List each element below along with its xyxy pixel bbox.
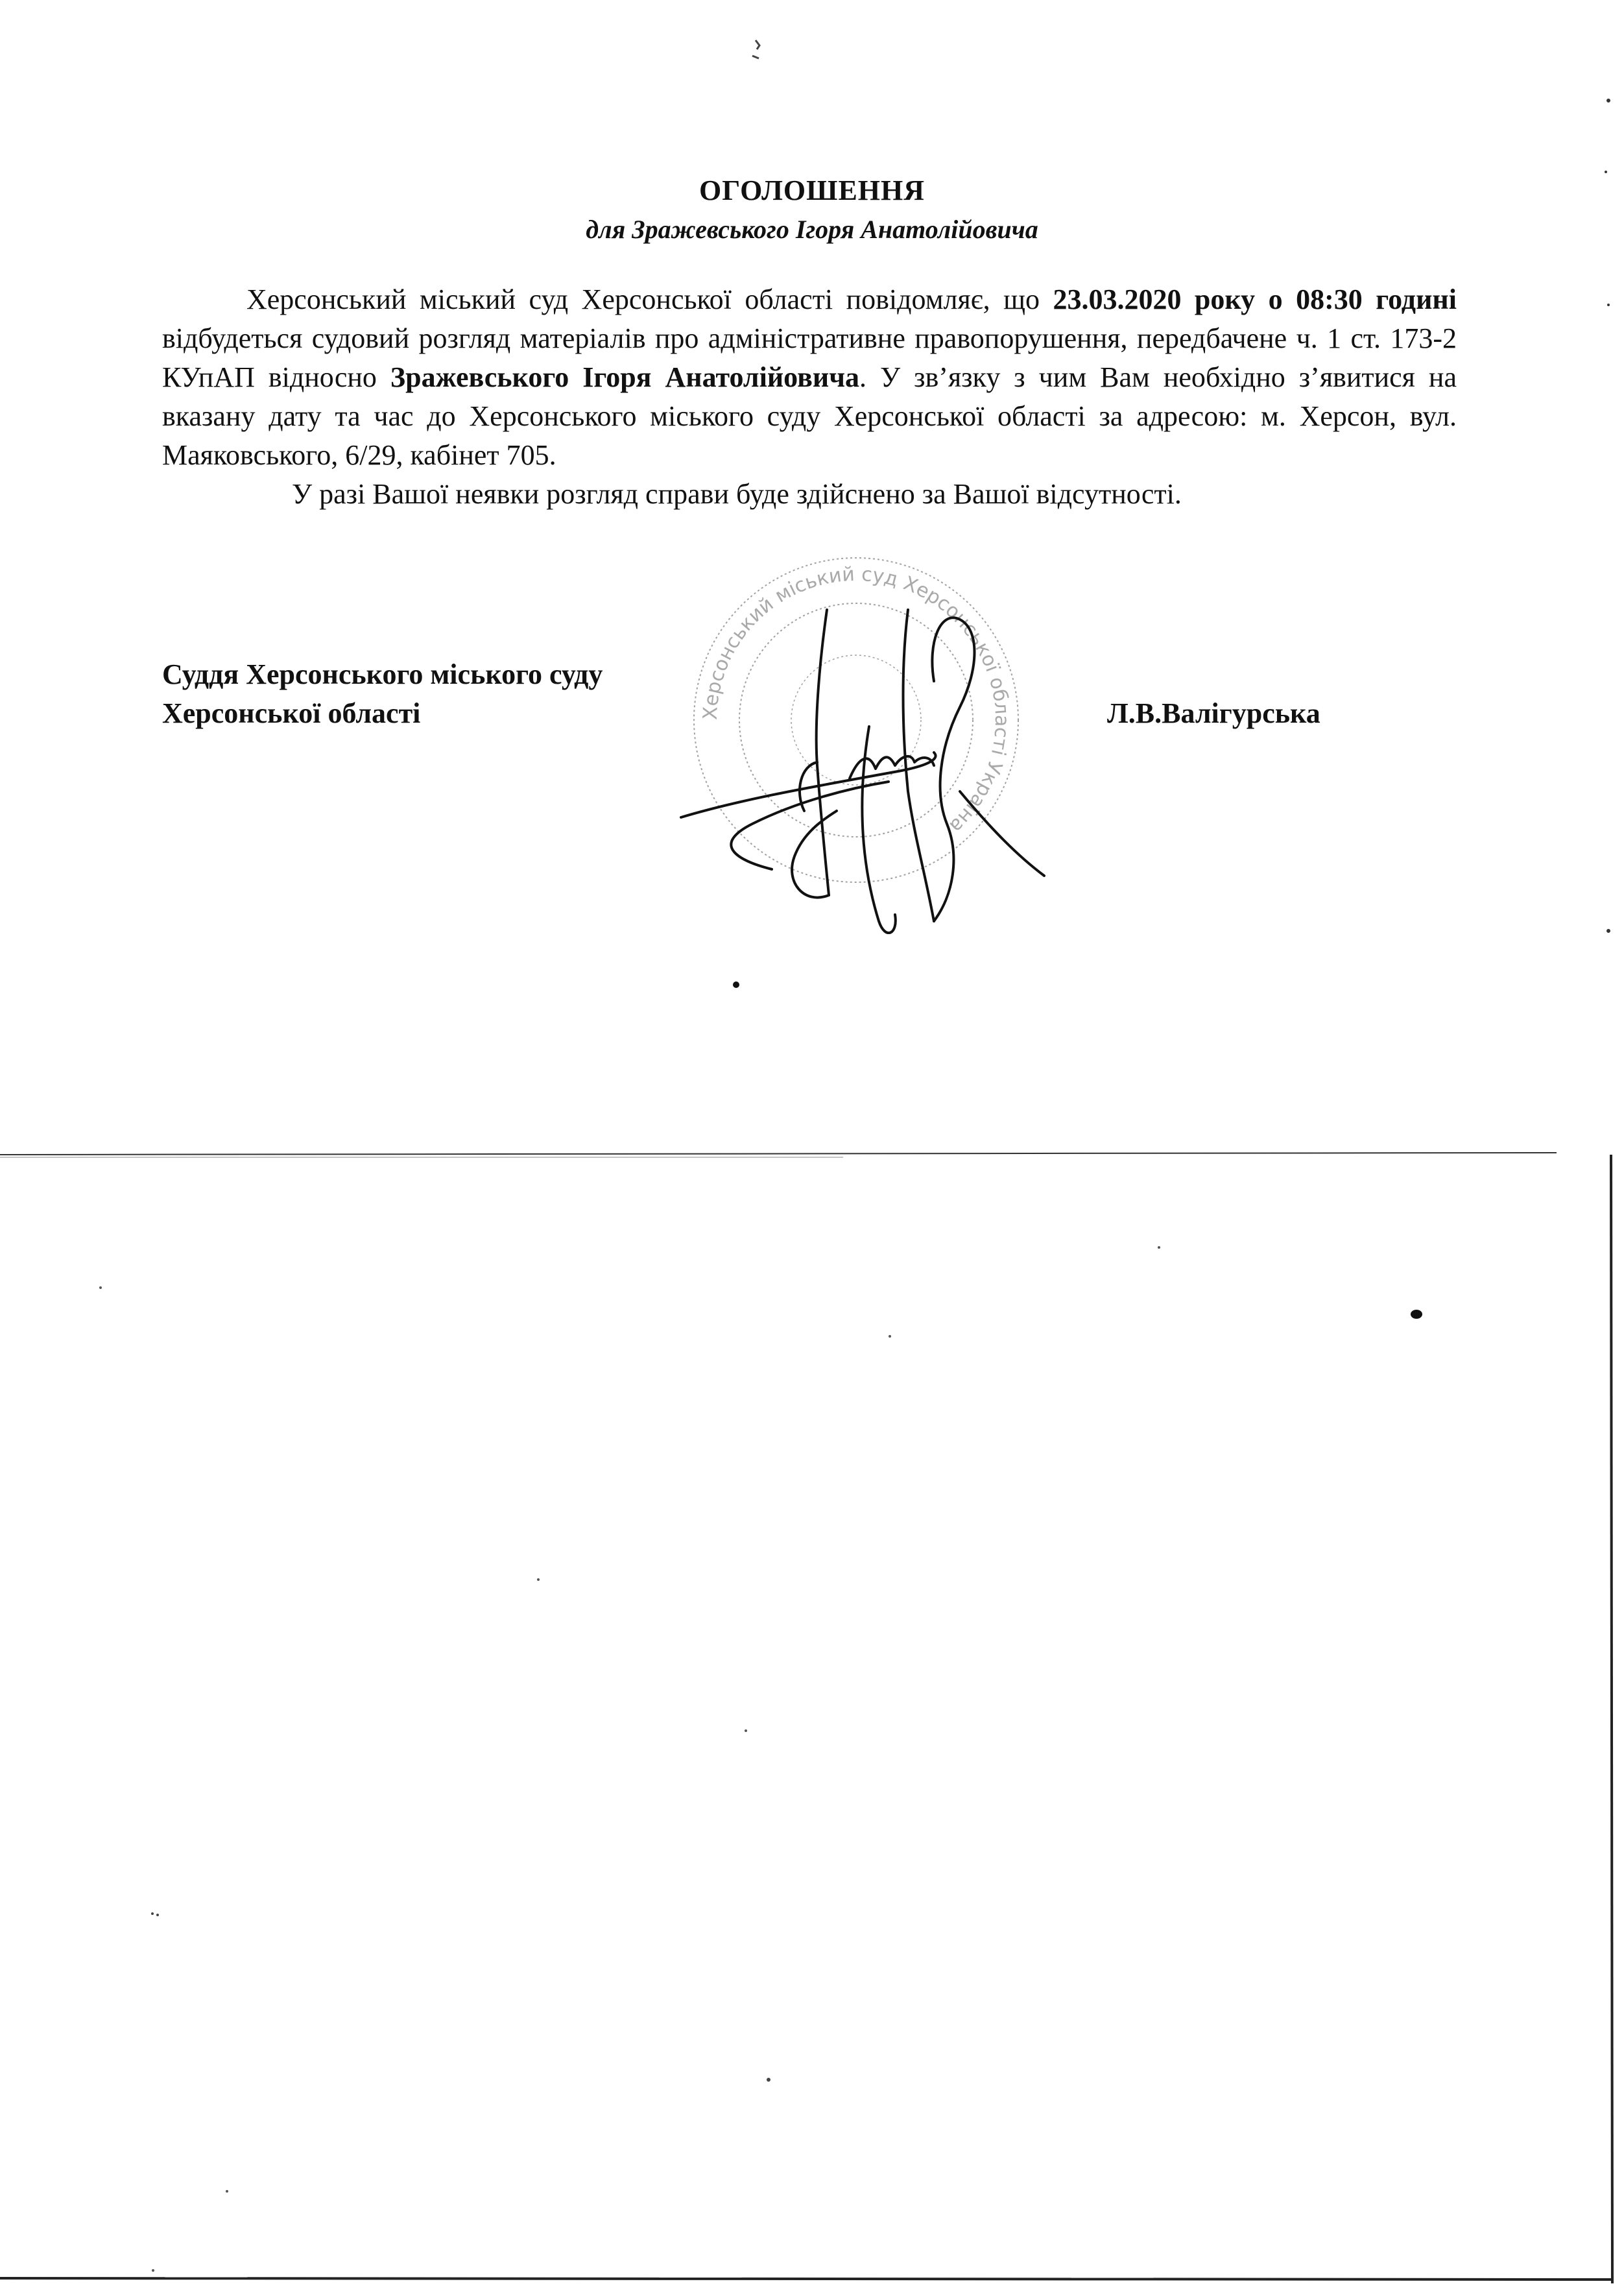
document-addressee: для Зражевського Ігоря Анатолійовича [586, 215, 1038, 244]
notice-body [162, 280, 1457, 514]
court-seal-stamp [694, 558, 1018, 882]
judge-name: Л.В.Валігурська [1107, 697, 1320, 729]
notice-paragraph-1 [162, 280, 1457, 475]
document-title: ОГОЛОШЕННЯ [699, 174, 925, 206]
judge-position [162, 655, 603, 733]
seal-and-signature [655, 532, 1057, 934]
judge-position-line-1: Суддя Херсонського міського суду [162, 658, 603, 690]
notice-text-part-3: . У зв’язку з чим Вам необхідно з’явитися на вказану дату та час до Херсонського міського суду Херсонської області за адресою: м. Херсон, вул. Маяковського, 6/29, кабінет 705. [162, 361, 1457, 471]
notice-text-part-1: Херсонський міський суд Херсонської області повідомляє, що [246, 283, 1053, 315]
judge-position-line-2: Херсонської області [162, 697, 421, 729]
seal-lettering: Херсонський міський суд Херсонської області Україна [699, 562, 1014, 837]
notice-text-part-2: відбудеться судовий розгляд матеріалів про адміністративне правопорушення, передбачене ч. 1 ст. 173-2 КУпАП відносно [162, 322, 1457, 393]
defendant-name: Зражевського Ігоря Анатолійовича [390, 361, 860, 393]
hearing-datetime: 23.03.2020 року о 08:30 годині [1053, 283, 1457, 315]
notice-paragraph-2: У разі Вашої неявки розгляд справи буде здійснено за Вашої відсутності. [292, 478, 1182, 510]
